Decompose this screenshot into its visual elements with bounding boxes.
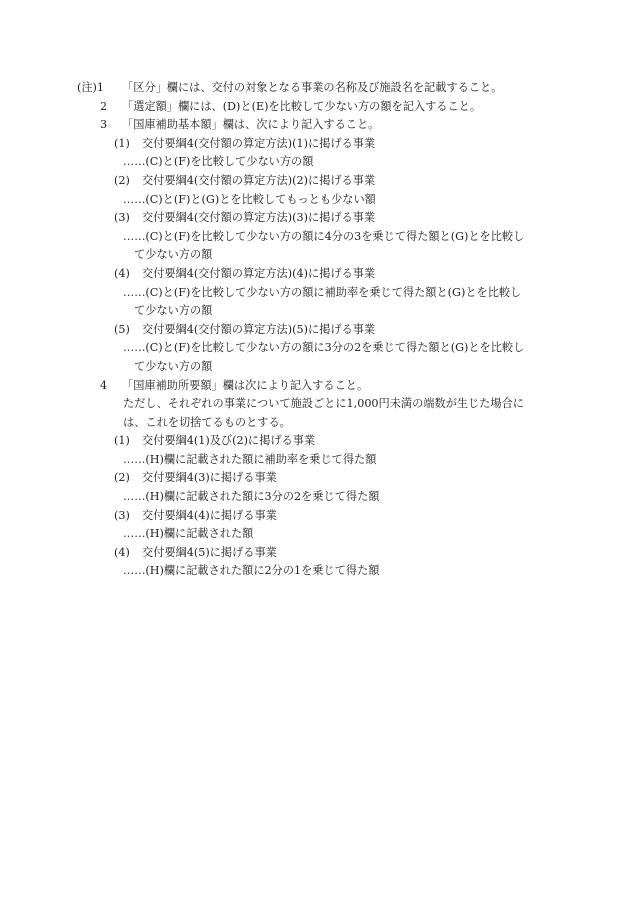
sub-item-number: (5) — [114, 322, 130, 336]
detail-text: ……(H)欄に記載された額に補助率を乗じて得た額 — [123, 452, 377, 466]
detail-text: ……(C)と(F)を比較して少ない方の額 — [123, 155, 314, 169]
sub-item-detail — [0, 562, 630, 581]
sub-item-text: 交付要綱4(1)及び(2)に掲げる事業 — [142, 434, 316, 448]
detail-text: て少ない方の額 — [134, 304, 213, 318]
detail-text: ……(H)欄に記載された額に3分の2を乗じて得た額 — [123, 490, 380, 504]
sub-item-text: 交付要綱4(交付額の算定方法)(2)に掲げる事業 — [142, 173, 376, 187]
sub-item-detail — [0, 191, 630, 210]
sub-item-number: (2) — [114, 173, 130, 187]
sub-item-text: 交付要綱4(交付額の算定方法)(5)に掲げる事業 — [142, 322, 376, 336]
sub-item-detail — [0, 153, 630, 172]
proviso-text: は、これを切捨てるものとする。 — [123, 415, 291, 429]
note-number: (注)1 — [77, 81, 105, 94]
sub-item-number: (4) — [114, 266, 130, 280]
sub-item — [0, 209, 630, 228]
sub-item — [0, 544, 630, 563]
sub-item-detail-continued — [0, 358, 630, 377]
sub-item-number: (1) — [114, 136, 130, 150]
detail-text: て少ない方の額 — [134, 248, 213, 262]
detail-text: ……(C)と(F)と(G)とを比較してもっとも少ない額 — [123, 192, 376, 206]
sub-item-text: 交付要綱4(交付額の算定方法)(3)に掲げる事業 — [142, 211, 376, 225]
sub-item-detail — [0, 451, 630, 470]
sub-item-number: (3) — [114, 211, 130, 225]
note-text: 「選定額」欄には、(D)と(E)を比較して少ない方の額を記入すること。 — [122, 99, 482, 113]
note-number: 2 — [100, 99, 108, 113]
note-number: 3 — [100, 118, 108, 132]
note-item-1 — [0, 79, 630, 98]
note-number: 4 — [100, 378, 108, 392]
note-text: 「国庫補助所要額」欄は次により記入すること。 — [122, 378, 369, 392]
note-item-3 — [0, 116, 630, 135]
sub-item — [0, 265, 630, 284]
notes-section — [0, 79, 630, 581]
sub-item-detail-continued — [0, 302, 630, 321]
sub-item-detail — [0, 488, 630, 507]
sub-item-number: (1) — [114, 434, 130, 448]
note-item-4 — [0, 377, 630, 396]
sub-item-detail-continued — [0, 246, 630, 265]
detail-text: ……(H)欄に記載された額 — [123, 527, 254, 541]
sub-item-detail — [0, 228, 630, 247]
sub-item-text: 交付要綱4(5)に掲げる事業 — [142, 545, 277, 559]
sub-item-number: (3) — [114, 508, 130, 522]
sub-item-text: 交付要綱4(4)に掲げる事業 — [142, 508, 277, 522]
sub-item-text: 交付要綱4(交付額の算定方法)(1)に掲げる事業 — [142, 136, 376, 150]
sub-item — [0, 172, 630, 191]
note-text: 「国庫補助基本額」欄は、次により記入すること。 — [122, 118, 380, 132]
note-proviso-continued — [0, 414, 630, 433]
detail-text: て少ない方の額 — [134, 359, 213, 373]
sub-item-text: 交付要綱4(交付額の算定方法)(4)に掲げる事業 — [142, 266, 376, 280]
sub-item — [0, 469, 630, 488]
note-proviso — [0, 395, 630, 414]
detail-text: ……(H)欄に記載された額に2分の1を乗じて得た額 — [123, 564, 380, 578]
sub-item-number: (2) — [114, 471, 130, 485]
sub-item — [0, 321, 630, 340]
detail-text: ……(C)と(F)を比較して少ない方の額に3分の2を乗じて得た額と(G)とを比較し — [123, 341, 525, 355]
detail-text: ……(C)と(F)を比較して少ない方の額に4分の3を乗じて得た額と(G)とを比較し — [123, 229, 525, 243]
sub-item-detail — [0, 284, 630, 303]
sub-item-text: 交付要綱4(3)に掲げる事業 — [142, 471, 277, 485]
detail-text: ……(C)と(F)を比較して少ない方の額に補助率を乗じて得た額と(G)とを比較し — [123, 285, 522, 299]
sub-item — [0, 432, 630, 451]
note-text: 「区分」欄には、交付の対象となる事業の名称及び施設名を記載すること。 — [122, 81, 503, 94]
sub-item-number: (4) — [114, 545, 130, 559]
note-item-2 — [0, 98, 630, 117]
proviso-text: ただし、それぞれの事業について施設ごとに1,000円未満の端数が生じた場合に — [123, 397, 524, 411]
sub-item-detail — [0, 525, 630, 544]
sub-item — [0, 507, 630, 526]
sub-item — [0, 135, 630, 154]
sub-item-detail — [0, 339, 630, 358]
